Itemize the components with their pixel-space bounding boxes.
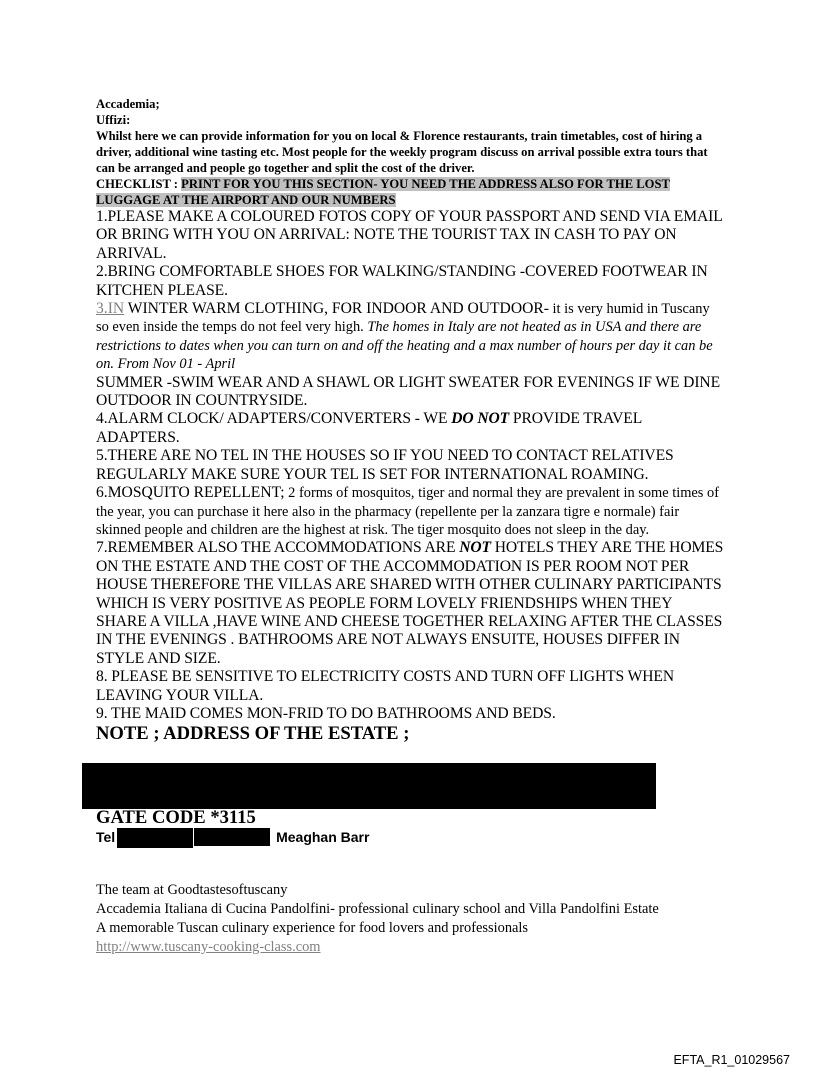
item-4-emphasis: DO NOT xyxy=(451,410,510,428)
document-body xyxy=(96,96,726,745)
gate-code: GATE CODE *3115 xyxy=(96,807,256,828)
item-7-emphasis: NOT xyxy=(459,539,491,557)
signature-school: Accademia Italiana di Cucina Pandolfini- professional culinary school and Villa Pandolfini Estate xyxy=(96,901,659,917)
checklist-heading xyxy=(96,176,726,208)
website-link[interactable]: http://www.tuscany-cooking-class.com xyxy=(96,939,321,955)
tel-redaction-2 xyxy=(194,828,270,846)
checklist-summer: SUMMER -SWIM WEAR AND A SHAWL OR LIGHT SWEATER FOR EVENINGS IF WE DINE OUTDOOR IN COUNTRYSIDE. xyxy=(96,373,721,410)
heading-accademia: Accademia; xyxy=(96,97,160,111)
item-3-caps: WINTER WARM CLOTHING, FOR INDOOR AND OUTDOOR- xyxy=(124,300,549,318)
checklist-item-5: 5.THERE ARE NO TEL IN THE HOUSES SO IF YOU NEED TO CONTACT RELATIVES REGULARLY MAKE SURE YOUR TEL IS SET FOR INTERNATIONAL ROAMING. xyxy=(96,447,674,483)
checklist-highlight: PRINT FOR YOU THIS SECTION- YOU NEED THE ADDRESS ALSO FOR THE LOST LUGGAGE AT THE AIRPORT AND OUR NUMBERS xyxy=(96,177,670,207)
item-6-text: 2 forms of mosquitos, tiger and normal they are prevalent in some times of the year, you can purchase it here also in the pharmacy (repellente per la zanzara tigre e normale) fair skinned people and children are the highest at risk. The tiger mosquito does not sleep in the day. xyxy=(96,485,719,538)
item-4-c: PROVIDE TRAVEL ADAPTERS. xyxy=(96,410,642,446)
tel-label: Tel xyxy=(96,829,116,845)
checklist-item-9: 9. THE MAID COMES MON-FRID TO DO BATHROOMS AND BEDS. xyxy=(96,704,556,722)
signature-team: The team at Goodtastesoftuscany xyxy=(96,882,288,898)
document-id: EFTA_R1_01029567 xyxy=(673,1053,790,1067)
item-3-text: it is very humid in Tuscany so even inside the temps do not feel very high. xyxy=(96,301,710,336)
checklist-item-3 xyxy=(96,300,726,374)
checklist-item-1: 1.PLEASE MAKE A COLOURED FOTOS COPY OF YOUR PASSPORT AND SEND VIA EMAIL OR BRING WITH YOU ON ARRIVAL: NOTE THE TOURIST TAX IN CASH TO PAY ON ARRIVAL. xyxy=(96,208,723,262)
item-7-a: 7.REMEMBER ALSO THE ACCOMMODATIONS ARE xyxy=(96,539,460,557)
item-3-italic: The homes in Italy are not heated as in USA and there are restrictions to dates when you can turn on and off the heating and a max number of hours per day it can be on. From Nov 01 - April xyxy=(96,319,713,373)
address-redaction xyxy=(82,763,656,809)
signature-block xyxy=(96,881,659,957)
signature-tagline: A memorable Tuscan culinary experience for food lovers and professionals xyxy=(96,920,528,936)
item-6-caps: 6.MOSQUITO REPELLENT; xyxy=(96,484,285,502)
tel-redaction-1 xyxy=(117,828,193,848)
checklist-label: CHECKLIST : xyxy=(96,177,182,191)
item-4-a: 4.ALARM CLOCK/ ADAPTERS/CONVERTERS - WE xyxy=(96,410,452,428)
contact-name: Meaghan Barr xyxy=(276,829,370,845)
telephone-line xyxy=(96,828,369,848)
checklist-item-2: 2.BRING COMFORTABLE SHOES FOR WALKING/STANDING -COVERED FOOTWEAR IN KITCHEN PLEASE. xyxy=(96,263,708,299)
checklist-item-4 xyxy=(96,410,726,447)
item-3-link[interactable]: 3.IN xyxy=(96,300,125,318)
intro-paragraph: Whilst here we can provide information for you on local & Florence restaurants, train timetables, cost of hiring a driver, additional wine tasting etc. Most people for the weekly program discuss on arrival possible extra tours that can be arranged and people go together and split the cost of the driver. xyxy=(96,129,708,175)
note-address-heading: NOTE ; ADDRESS OF THE ESTATE ; xyxy=(96,723,410,745)
checklist-item-8: 8. PLEASE BE SENSITIVE TO ELECTRICITY COSTS AND TURN OFF LIGHTS WHEN LEAVING YOUR VILLA. xyxy=(96,668,674,704)
heading-uffizi: Uffizi: xyxy=(96,113,131,127)
checklist-item-6 xyxy=(96,484,726,539)
checklist-item-7 xyxy=(96,539,726,668)
item-7-c: HOTELS THEY ARE THE HOMES ON THE ESTATE AND THE COST OF THE ACCOMMODATION IS PER ROOM NOT PER HOUSE THEREFORE THE VILLAS ARE SHARED WITH OTHER CULINARY PARTICIPANTS WHICH IS VERY POSITIVE AS PEOPLE FORM LOVELY FRIENDSHIPS WHEN THEY SHARE A VILLA ,HAVE WINE AND CHEESE TOGETHER RELAXING AFTER THE CLASSES IN THE EVENINGS . BATHROOMS ARE NOT ALWAYS ENSUITE, HOUSES DIFFER IN STYLE AND SIZE. xyxy=(96,539,724,667)
